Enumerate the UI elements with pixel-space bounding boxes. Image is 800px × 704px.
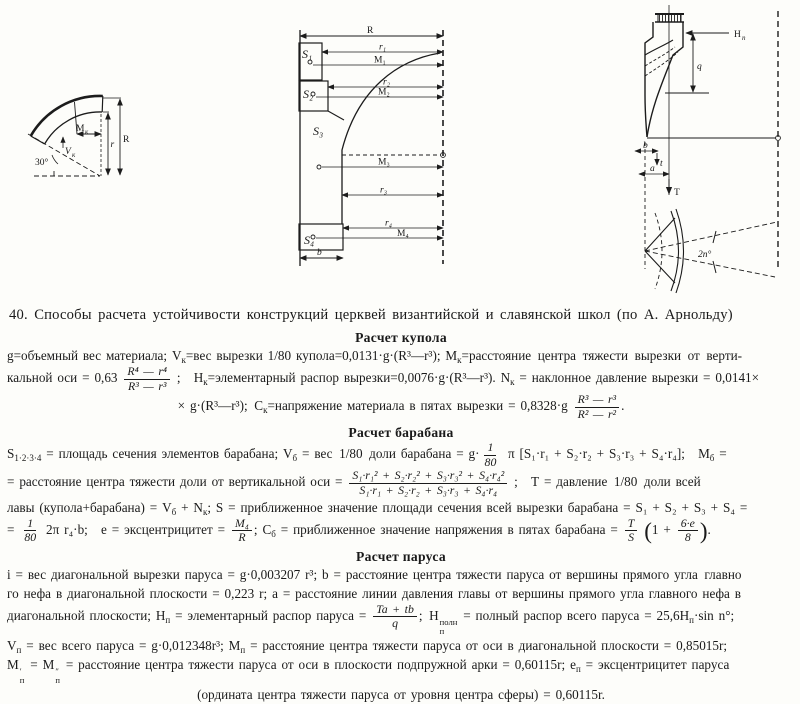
drum-label-b: b bbox=[317, 248, 322, 258]
dome-label-R: R bbox=[123, 135, 130, 145]
formula-token: к bbox=[202, 506, 208, 517]
drum-label-M4: М₄ bbox=[397, 229, 409, 239]
formula-line bbox=[5, 346, 797, 365]
drum-label-r1: r₁ bbox=[379, 42, 386, 53]
dome-label-r: r bbox=[110, 140, 115, 150]
formula-token: б bbox=[709, 453, 715, 464]
formula-token: п bbox=[16, 644, 22, 655]
pier-label-angle: 2n° bbox=[698, 250, 712, 260]
formula-line bbox=[5, 393, 797, 421]
formula-token: $\frac{\text{S₁·r₁² + S₂·r₂² + S₃·r₃² + S₄·r₄²}}{\text{S₁·r₁ + S₂·r₂ + S₃·r₃ + S₄·r₄}}$ bbox=[349, 469, 507, 497]
formula-token: $\frac{\text{R⁴ — r⁴}}{\text{R³ — r³}}$ bbox=[124, 365, 170, 393]
formula-token: п bbox=[240, 644, 246, 655]
formula-token: ′ п bbox=[19, 665, 25, 685]
pier-label-q: q bbox=[697, 62, 702, 72]
pier-label-a: a bbox=[650, 164, 655, 174]
formula-token: = элементарный распор паруса = bbox=[170, 607, 372, 623]
formula-token: б bbox=[171, 506, 177, 517]
formula-line bbox=[5, 441, 797, 469]
drum-label-M1: М₁ bbox=[374, 55, 386, 66]
dome-inner-arc bbox=[45, 112, 103, 144]
formula-token: = полный распор всего паруса = 25,6Н bbox=[458, 607, 690, 623]
formula-token: = эксцентрицитет паруса bbox=[580, 656, 730, 672]
pier-label-b: b bbox=[643, 141, 648, 151]
section-heading-pendentive: Расчет паруса bbox=[356, 548, 446, 564]
formula-token: . bbox=[621, 398, 625, 414]
formula-token: = площадь сечения элементов барабана; V bbox=[41, 446, 293, 462]
formula-token: к bbox=[263, 405, 268, 416]
drum-label-S3: S₃ bbox=[313, 124, 324, 138]
dome-label-M: М bbox=[76, 124, 85, 134]
formula-token: б bbox=[292, 453, 298, 464]
formula-token: $\frac{T}{S}$ bbox=[625, 517, 638, 545]
formula-token: 2π r₄·b; e = эксцентрицитет = bbox=[41, 521, 230, 537]
drum-label-r3: r₃ bbox=[380, 185, 387, 196]
formula-line bbox=[5, 565, 797, 584]
formula-token: S bbox=[7, 446, 15, 462]
formula-token: ; С bbox=[253, 521, 272, 537]
formula-token: ; Н bbox=[418, 607, 439, 623]
formula-line bbox=[5, 636, 797, 655]
section-heading-dome: Расчет купола bbox=[355, 330, 447, 345]
formula-line bbox=[5, 685, 797, 704]
formula-token: =напряжение материала в пятах вырезки = 0,8328·g bbox=[267, 398, 573, 414]
formula-token: + N bbox=[176, 499, 203, 515]
dome-label-V-sub: к bbox=[72, 151, 76, 159]
formula-token: i = вес диагональной вырезки паруса = g·0,003207 r³; b = расстояние центра тяжести паруса от вершины прямого угла главно bbox=[7, 566, 742, 582]
formula-token: полн п bbox=[439, 616, 458, 636]
formula-line bbox=[5, 365, 797, 393]
figure-dome-cutout bbox=[24, 86, 138, 188]
formula-token: к bbox=[510, 377, 515, 388]
formula-token: п bbox=[165, 614, 171, 625]
drum-label-r2: r₂ bbox=[383, 77, 390, 88]
formula-token: п bbox=[689, 614, 694, 625]
formula-token: = наклонное давление вырезки = 0,0141× bbox=[514, 370, 760, 386]
section-heading-drum: Расчет барабана bbox=[348, 425, 454, 441]
formula-token: = вес 1/80 доли барабана = g· bbox=[297, 446, 480, 462]
formula-token: = вес всего паруса = g·0,012348r³; М bbox=[21, 637, 241, 653]
formula-token: го нефа в диагональной плоскости = 0,223 r; a = расстояние линии давления главы от вершины прямого угла главного нефа в bbox=[7, 585, 741, 601]
formula-token: $\frac{Ta + tb}{q}$ bbox=[373, 603, 417, 631]
formula-token: = расстояние центра тяжести паруса от оси в плоскости подпружной арки = 0,60115r; е bbox=[60, 656, 576, 672]
figure-drum-section bbox=[283, 8, 463, 293]
formula-token: лавы (купола+барабана) = V bbox=[7, 499, 172, 515]
formula-token: п bbox=[575, 663, 581, 674]
formula-token: = расстояние центра тяжести паруса от оси в диагональной плоскости = 0,85015r; bbox=[245, 637, 728, 653]
formula-token: к bbox=[203, 377, 208, 388]
dome-label-V: V bbox=[65, 147, 71, 157]
figure-pier-section bbox=[595, 3, 795, 298]
drum-label-S1: S₁ bbox=[302, 47, 313, 61]
drum-label-R: R bbox=[367, 26, 374, 36]
formula-token: . bbox=[707, 521, 711, 537]
radius-30deg-line bbox=[28, 134, 100, 176]
drum-label-S2: S₂ bbox=[303, 87, 314, 101]
formula-token: =вес вырезки 1/80 купола=0,0131·g·(R³—r³); М bbox=[185, 348, 458, 363]
figures-row bbox=[0, 0, 800, 301]
formula-line bbox=[5, 655, 797, 685]
formula-token: g=объемный вес материала; V bbox=[7, 348, 182, 363]
formula-token: π [S₁·r₁ + S₂·r₂ + S₃·r₃ + S₄·r₄]; М bbox=[501, 446, 710, 462]
formula-token: к bbox=[181, 355, 186, 365]
formula-token: =расстояние центра тяжести вырезки от верти- bbox=[461, 348, 743, 363]
dome-label-angle: 30° bbox=[35, 158, 49, 168]
formula-token: = М bbox=[25, 656, 55, 672]
formula-token: V bbox=[7, 637, 17, 653]
formula-token: = bbox=[714, 446, 727, 462]
dome-outer-arc bbox=[31, 96, 103, 136]
formula-line bbox=[5, 603, 797, 636]
text-block bbox=[0, 304, 800, 704]
formula-token: $\frac{\text{R³ — r³}}{\text{R² — r²}}$ bbox=[575, 393, 619, 421]
formula-line bbox=[5, 517, 797, 545]
cone-dashed-upper bbox=[645, 222, 777, 251]
formula-token: ) bbox=[699, 517, 708, 544]
formula-token: 1·2·3·4 bbox=[14, 453, 42, 464]
pier-label-H: Н bbox=[734, 30, 741, 40]
drum-label-M3: М₃ bbox=[378, 157, 390, 168]
pier-label-t: t bbox=[660, 159, 663, 169]
formula-line bbox=[5, 469, 797, 497]
formula-token: ·sin n°; bbox=[693, 607, 735, 623]
formula-line bbox=[5, 584, 797, 603]
formula-token: 1 + bbox=[651, 521, 676, 537]
formula-token: ; Н bbox=[172, 370, 204, 386]
formula-token: диагональной плоскости; Н bbox=[7, 607, 166, 623]
formula-token: ; Т = давление 1/80 доли всей bbox=[509, 474, 701, 490]
drum-label-M2: М₂ bbox=[378, 87, 390, 98]
pier-cap bbox=[658, 14, 681, 22]
formula-token: к bbox=[457, 355, 462, 365]
formula-token: = bbox=[7, 521, 20, 537]
drum-label-S4: S₄ bbox=[304, 233, 315, 247]
formula-token: $\frac{1}{80}$ bbox=[24, 515, 37, 545]
formula-token: $\frac{1}{80}$ bbox=[484, 440, 497, 469]
formula-token: = приближенное значение напряжения в пятах барабана = bbox=[275, 521, 623, 537]
formula-token: (ордината центра тяжести паруса от уровня центра сферы) = 0,60115r. bbox=[197, 686, 605, 702]
dome-label-M-sub: к bbox=[85, 128, 89, 136]
page-title: 40. Способы расчета устойчивости конструкций церквей византийской и славянской школ (по А. Арнольду) bbox=[9, 307, 733, 323]
pier-label-H-sub: п bbox=[742, 34, 746, 42]
pier-outline bbox=[645, 22, 653, 137]
formula-token: ( bbox=[644, 517, 652, 544]
formula-token: $\frac{\text{M₄}}{R}$ bbox=[232, 517, 252, 545]
formula-token: ″ п bbox=[55, 665, 60, 685]
formula-token: × g·(R³—r³); С bbox=[177, 398, 264, 414]
formula-token: кальной оси = 0,63 bbox=[7, 370, 123, 386]
pier-label-T: Т bbox=[674, 188, 680, 198]
drum-label-r4: r₄ bbox=[385, 218, 392, 229]
formula-token: М bbox=[7, 656, 19, 672]
formula-token: $\frac{6\cdot e}{8}$ bbox=[678, 517, 698, 545]
formula-token: =элементарный распор вырезки=0,0076·g·(R³—r³). N bbox=[207, 370, 511, 386]
formula-line bbox=[5, 498, 797, 517]
drum-inner-curve bbox=[342, 53, 440, 224]
formula-token: б bbox=[271, 528, 276, 539]
formula-token: = расстояние центра тяжести доли от вертикальной оси = bbox=[7, 474, 348, 490]
formula-token: ; S = приближенное значение площади сечения всей вырезки барабана = S₁ + S₂ + S₃ + S₄ = bbox=[207, 499, 748, 515]
